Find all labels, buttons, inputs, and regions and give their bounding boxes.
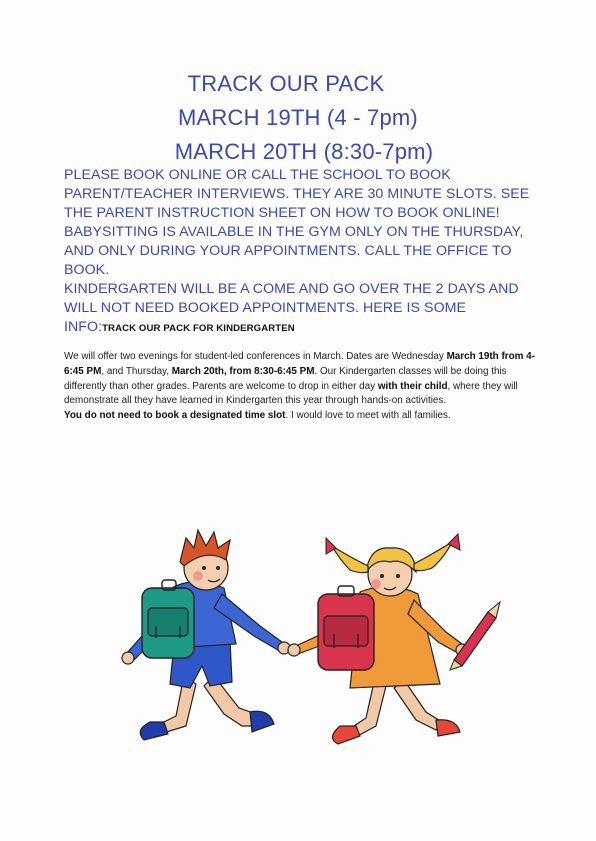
kindergarten-details [64, 350, 536, 424]
details-bold-child: with their child [377, 380, 448, 392]
backpack-icon [142, 580, 194, 658]
title-track-our-pack: TRACK OUR PACK [187, 71, 385, 96]
no-booking-bold: You do not need to book a designated time slot [64, 410, 286, 422]
booking-notice [64, 166, 534, 338]
date-line-march-20: MARCH 20TH (8:30-7pm) [174, 139, 434, 164]
booking-paragraph: PLEASE BOOK ONLINE OR CALL THE SCHOOL TO BOOK PARENT/TEACHER INTERVIEWS. THEY ARE 30 MINUTE SLOTS. SEE THE PARENT INSTRUCTION SHEET ON HOW TO BOOK ONLINE! BABYSITTING IS AVAILABLE IN THE GYM ONLY ON THE THURSDAY, AND ONLY DURING YOUR APPOINTMENTS. CALL THE OFFICE TO BOOK. [64, 167, 530, 278]
backpack-icon [318, 586, 374, 670]
kindergarten-heading: TRACK OUR PACK FOR KINDERGARTEN [102, 323, 295, 334]
details-text: , and Thursday, [101, 365, 172, 377]
details-text: , where they will demonstrate all they have learned in Kindergarten this year through hands-on activities. [64, 380, 518, 407]
info-label: INFO: [64, 319, 103, 335]
details-bold-date-1: March 19th from 4-6:45 PM [64, 351, 535, 377]
info-line [64, 318, 534, 338]
details-bold-date-2: March 20th, from 8:30-6:45 PM [171, 365, 315, 377]
kindergarten-text: KINDERGARTEN WILL BE A COME AND GO OVER THE 2 DAYS AND WILL NOT NEED BOOKED APPOINTMENTS. HERE IS SOME [64, 281, 519, 316]
kindergarten-paragraph [64, 280, 534, 318]
no-booking-paragraph [64, 409, 536, 424]
pencil-icon [450, 602, 500, 670]
date-line-march-19: MARCH 19TH (4 - 7pm) [178, 105, 418, 130]
boy-icon [122, 530, 290, 740]
children-illustration [64, 476, 544, 772]
details-text: . Our Kindergarten classes will be doing this differently than other grades. Parents are welcome to drop in either day [64, 365, 507, 392]
kindergarten-details-paragraph [64, 350, 536, 409]
meet-families-text: . I would love to meet with all families. [285, 410, 451, 422]
girl-icon [288, 534, 500, 744]
details-text: We will offer two evenings for student-led conferences in March. Dates are Wednesday [64, 351, 447, 362]
